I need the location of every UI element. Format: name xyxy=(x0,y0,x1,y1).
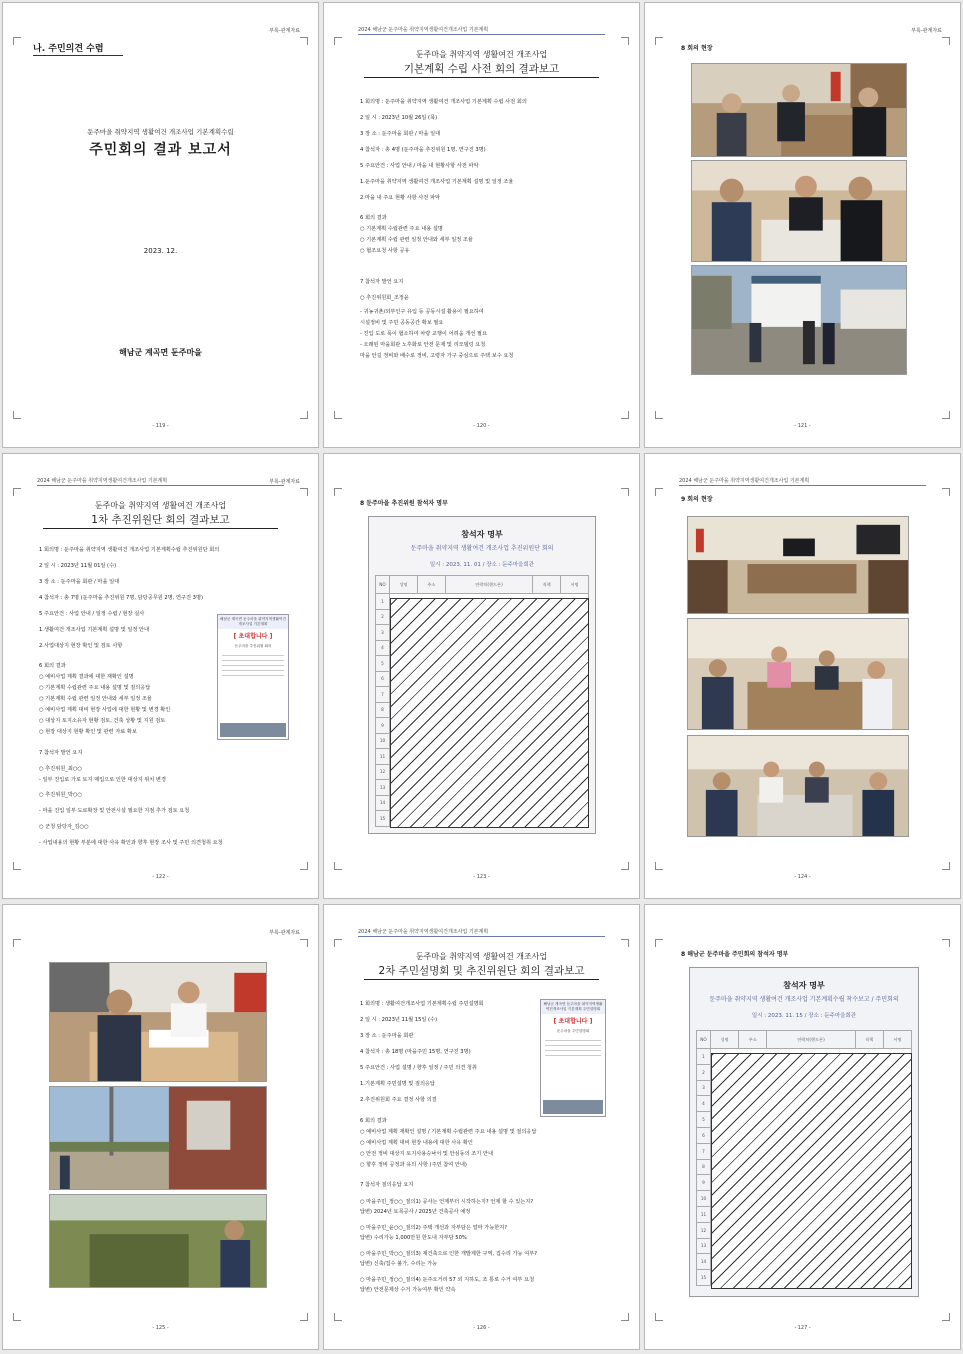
roster-row-number: 6 xyxy=(697,1127,711,1143)
attendee-roster xyxy=(689,967,919,1297)
body-line: 1 회의명 : 둔주마을 취약지역 생활여건 개조사업 기본계획수립 추진위원단 회의 xyxy=(39,547,220,553)
redacted-area xyxy=(390,598,589,828)
roster-header-cell: NO xyxy=(376,576,390,594)
report-page-119 xyxy=(2,2,319,448)
roster-header-cell: 연락처(핸드폰) xyxy=(445,576,533,594)
report-page-124 xyxy=(644,453,961,899)
body-line: ○ 군청 담당자_김○○ xyxy=(39,824,89,830)
roster-section-label: 8 해남군 둔주마을 주민회의 참석자 명부 xyxy=(681,951,789,958)
body-line: 1.둔주마을 취약지역 생활여건 개조사업 기본계획 설명 및 일정 조율 xyxy=(360,179,514,185)
body-line: 2 일 시 : 2023년 10월 26일 (목) xyxy=(360,115,438,121)
body-line: 2 일 시 : 2023년 11월 15일 (수) xyxy=(360,1017,438,1023)
body-line: ○ 마을주민_박○○_질의3) 재건축으로 인한 개발제한 구역, 집수리 가능 여부? xyxy=(360,1251,537,1257)
meeting-title-line1: 둔주마을 취약지역 생활여건 개조사업 xyxy=(94,501,227,510)
body-line: 시설정비 및 주민 공동공간 확보 필요 xyxy=(360,320,444,326)
roster-row-number: 10 xyxy=(376,733,390,749)
roster-row-number: 1 xyxy=(376,594,390,610)
body-line: 2.마을 내 주요 현황 사항 사전 파악 xyxy=(360,195,440,201)
roster-row-number: 15 xyxy=(697,1270,711,1286)
roster-row-number: 2 xyxy=(697,1064,711,1080)
roster-row-number: 1 xyxy=(697,1049,711,1065)
report-page-122 xyxy=(2,453,319,899)
body-line: 2 일 시 : 2023년 11월 01일 (수) xyxy=(39,563,117,569)
body-line: ○ 마을주민_정○○_질의1) 공사는 언제부터 시작하는지? 언제 할 수 있는지? xyxy=(360,1199,534,1205)
roster-row-number: 14 xyxy=(697,1254,711,1270)
page-number: - 121 - xyxy=(794,423,811,429)
page-header: 2024 해남군 둔주마을 취약지역생활여건개조사업 기본계획 xyxy=(37,478,168,484)
page-header: 부록-관계자료 xyxy=(269,28,300,34)
report-page-123 xyxy=(323,453,640,899)
page-header: 2024 해남군 둔주마을 취약지역생활여건개조사업 기본계획 xyxy=(358,929,489,935)
page-number: - 122 - xyxy=(152,874,169,880)
body-line: 답변) 2024년 토목공사 / 2025년 건축공사 예정 xyxy=(360,1209,471,1215)
body-line: 1 회의명 : 둔주마을 취약지역 생활여건 개조사업 기본계획 수립 사전 회의 xyxy=(360,99,527,105)
body-line: 2.추진위원회 주요 결정 사항 의결 xyxy=(360,1097,437,1103)
body-line: - 귀농귀촌/외부인구 유입 등 공동시설 활용이 필요하여 xyxy=(360,309,484,315)
roster-row-number: 5 xyxy=(697,1112,711,1128)
roster-row-number: 9 xyxy=(697,1175,711,1191)
body-line: ○ 마을주민_정○○_질의4) 둔주오거리 57 외 지하도, 조 통로 수거 여부 요청 xyxy=(360,1277,535,1283)
body-line: ○ 기본계획 수립 관련 일정 안내와 세부 일정 조율 xyxy=(39,696,152,702)
body-line: 6 회의 결과 xyxy=(360,215,387,221)
roster-title: 참석자 명부 xyxy=(783,981,825,990)
page-number: - 127 - xyxy=(794,1325,811,1331)
body-line: 2.사업대상지 현장 확인 및 검토 사항 xyxy=(39,643,123,649)
page-number: - 123 - xyxy=(473,874,490,880)
body-line: ○ 향후 정비 공정과 유의 사항 (주민 참여 안내) xyxy=(360,1162,467,1168)
invitation-flyer xyxy=(217,614,289,740)
attendee-roster xyxy=(368,516,596,834)
body-line: ○ 안전 정비 대상지 토지사용승낙서 및 안심동의 조기 안내 xyxy=(360,1151,493,1157)
roster-row-number: 7 xyxy=(697,1143,711,1159)
roster-row-number: 2 xyxy=(376,609,390,625)
roster-header-cell: 성명 xyxy=(711,1031,739,1049)
roster-header-cell: 주소 xyxy=(417,576,445,594)
body-line: 1 회의명 : 생활여건개조사업 기본계획수립 주민설명회 xyxy=(360,1001,484,1007)
body-line: 5 주요안건 : 사업 설명 / 향후 일정 / 주민 의견 청취 xyxy=(360,1065,477,1071)
section-title: 나. 주민의견 수렴 xyxy=(33,44,104,54)
body-line: 7 참석자 발언 요지 xyxy=(360,279,404,285)
flyer-invite: [ 초대합니다 ] xyxy=(233,633,273,640)
roster-row-number: 4 xyxy=(697,1096,711,1112)
body-line: 6 회의 결과 xyxy=(39,663,66,669)
roster-row-number: 11 xyxy=(376,749,390,765)
meeting-photo xyxy=(691,63,907,157)
flyer-invite: [ 초대합니다 ] xyxy=(553,1018,593,1025)
body-line: 3 장 소 : 둔주마을 회관 / 마을 일대 xyxy=(39,579,120,585)
roster-row-number: 3 xyxy=(376,625,390,641)
roster-row-number: 15 xyxy=(376,811,390,827)
flyer-note: 둔주마을 주민설명회 xyxy=(541,1027,605,1036)
photo-section-label: 8 회의 현장 xyxy=(681,45,713,52)
page-header: 2024 해남군 둔주마을 취약지역생활여건개조사업 기본계획 xyxy=(679,478,810,484)
page-header: 부록-관계자료 xyxy=(911,28,942,34)
body-line: - 오래된 마을회관 노후화로 안전 문제 및 리모델링 요청 xyxy=(360,342,486,348)
roster-header-cell: 성명 xyxy=(390,576,418,594)
roster-row-number: 8 xyxy=(697,1159,711,1175)
roster-row-number: 9 xyxy=(376,718,390,734)
page-number: - 125 - xyxy=(152,1325,169,1331)
roster-row-number: 10 xyxy=(697,1191,711,1207)
report-page-120 xyxy=(323,2,640,448)
roster-datetime: 일시 : 2023. 11. 01 / 장소 : 둔주마을회관 xyxy=(429,562,535,568)
roster-datetime: 일시 : 2023. 11. 15 / 장소 : 둔주마을회관 xyxy=(751,1013,857,1019)
roster-subtitle: 둔주마을 취약지역 생활여건 개조사업 기본계획수립 착수보고 / 주민회의 xyxy=(709,996,899,1003)
photo-section-label: 9 회의 현장 xyxy=(681,496,713,503)
body-line: ○ 추진위원_최○○ xyxy=(39,766,82,772)
flyer-image xyxy=(543,1100,603,1114)
roster-header-row xyxy=(697,1031,912,1049)
roster-row-number: 6 xyxy=(376,671,390,687)
body-line: - 진입 도로 폭이 협소하여 차량 교행이 어려움 개선 필요 xyxy=(360,331,487,337)
roster-title: 참석자 명부 xyxy=(461,530,503,539)
roster-row-number: 4 xyxy=(376,640,390,656)
body-line: ○ 예비사업 계획 결과에 대한 재확인 설명 xyxy=(39,674,134,680)
report-page-125 xyxy=(2,904,319,1350)
body-line: 6 회의 결과 xyxy=(360,1118,387,1124)
body-line: ○ 기본계획 수립관련 주요 내용 설명 xyxy=(360,226,443,232)
roster-row-number: 8 xyxy=(376,702,390,718)
body-line: 답변) 안전문제상 수거 가능여부 확인 약속 xyxy=(360,1287,456,1293)
body-line: - 일부 진입로 가로 토지 매입으로 인한 대상지 위치 변경 xyxy=(39,777,166,783)
body-line: 마을 안길 정비와 배수로 정비, 고령자 가구 중심으로 주택 보수 요청 xyxy=(360,353,514,359)
roster-row-number: 7 xyxy=(376,687,390,703)
roster-row-number: 13 xyxy=(697,1238,711,1254)
roster-row-number: 12 xyxy=(697,1222,711,1238)
body-line: 1.생활여건 개조사업 기본계획 설명 및 일정 안내 xyxy=(39,627,150,633)
roster-row-number: 12 xyxy=(376,764,390,780)
roster-header-cell: 주소 xyxy=(739,1031,767,1049)
meeting-photo xyxy=(687,618,909,730)
flyer-image xyxy=(220,723,286,737)
meeting-photo xyxy=(49,962,267,1082)
cover-title: 주민회의 결과 보고서 xyxy=(89,142,232,158)
body-line: ○ 예비사업 계획 대비 현장 내용에 대한 사유 확인 xyxy=(360,1140,473,1146)
body-line: - 사업내용의 현황 부분에 대한 사유 확인과 향후 현장 조사 및 주민 의견청취 요청 xyxy=(39,840,223,846)
body-line: 7 참석자 발언 요지 xyxy=(39,750,83,756)
meeting-room-photo xyxy=(687,516,909,614)
roster-header-cell: 서명 xyxy=(561,576,589,594)
meeting-photo xyxy=(687,735,909,837)
meeting-title-line2: 기본계획 수립 사전 회의 결과보고 xyxy=(403,63,560,75)
body-line: 4 참석자 : 총 18명 (마을주민 15명, 연구진 3명) xyxy=(360,1049,471,1055)
body-line: 1.기본계획 주민설명 및 질의응답 xyxy=(360,1081,436,1087)
report-page-126 xyxy=(323,904,640,1350)
roster-header-row xyxy=(376,576,589,594)
roster-header-cell: NO xyxy=(697,1031,711,1049)
invitation-flyer xyxy=(540,999,606,1117)
roster-section-label: 8 둔주마을 추진위원 참석자 명부 xyxy=(360,500,448,507)
meeting-title-line2: 2차 주민설명회 및 추진위원단 회의 결과보고 xyxy=(378,965,585,977)
page-number: - 119 - xyxy=(152,423,169,429)
body-line: 7 참석자 질의응답 요지 xyxy=(360,1182,414,1188)
roster-row-number: 3 xyxy=(697,1080,711,1096)
body-line: ○ 예비사업 계획 재확인 설명 / 기본계획 수립관련 주요 내용 설명 및 질의응답 xyxy=(360,1129,537,1135)
body-line: ○ 예비사업 계획 대비 현장 사업에 대한 현황 및 변경 확인 xyxy=(39,707,171,713)
roster-subtitle: 둔주마을 취약지역 생활여건 개조사업 추진위원단 회의 xyxy=(410,545,554,552)
roster-row-number: 14 xyxy=(376,795,390,811)
body-line: 5 주요안건 : 사업 안내 / 일정 수립 / 현장 실사 xyxy=(39,611,145,617)
site-survey-photo xyxy=(49,1194,267,1288)
body-line: ○ 추진위원_박○○ xyxy=(39,792,82,798)
cover-date: 2023. 12. xyxy=(143,247,178,255)
roster-header-cell: 직책 xyxy=(533,576,561,594)
body-line: ○ 추진위원회_조정윤 xyxy=(360,295,409,301)
body-line: 4 참석자 : 총 7명 (둔주마을 추진위원 7명, 담당공무원 2명, 연구진 3명) xyxy=(39,595,204,601)
body-line: 답변) 수리가능 1,000만원 한도내 자부담 50% xyxy=(360,1235,467,1241)
site-survey-photo xyxy=(49,1086,267,1190)
body-line: ○ 대상지 토지소유자 현황 검토, 건축 상황 및 지원 검토 xyxy=(39,718,166,724)
redacted-area xyxy=(711,1053,912,1289)
cover-subtitle: 둔주마을 취약지역 생활여건 개조사업 기본계획수립 xyxy=(87,128,234,136)
body-line: ○ 마을주민_윤○○_질의2) 주택 개선과 자부담은 얼마 가능한지? xyxy=(360,1225,507,1231)
flyer-note: 둔주마을 추진위원 회의 xyxy=(218,642,288,651)
report-page-121 xyxy=(644,2,961,448)
body-line: 답변) 신축/집수 불가, 수리는 가능 xyxy=(360,1261,438,1267)
cover-organization: 해남군 계곡면 둔주마을 xyxy=(119,348,202,357)
page-header-right: 부록-관계자료 xyxy=(269,479,300,485)
flyer-title: 해남군 계곡면 둔주마을 취약지역생활여건개조사업 기본계획 xyxy=(218,615,288,629)
roster-header-cell: 연락처(핸드폰) xyxy=(767,1031,855,1049)
body-line: ○ 현장 대상지 현황 확인 및 관련 자료 확보 xyxy=(39,729,137,735)
meeting-title-line2: 1차 추진위원단 회의 결과보고 xyxy=(91,514,230,526)
site-survey-photo xyxy=(691,265,907,375)
roster-header-cell: 직책 xyxy=(855,1031,883,1049)
flyer-title: 해남군 계곡면 둔주마을 취약지역생활여건개조사업 기본계획 주민설명회 xyxy=(541,1000,605,1014)
page-header: 부록-관계자료 xyxy=(269,930,300,936)
body-line: 4 참석자 : 총 4명 (둔주마을 추진위원 1명, 연구진 3명) xyxy=(360,147,486,153)
body-line: 3 장 소 : 둔주마을 회관 / 마을 일대 xyxy=(360,131,441,137)
page-number: - 124 - xyxy=(794,874,811,880)
body-line: 3 장 소 : 둔주마을 회관 xyxy=(360,1033,414,1039)
body-line: ○ 기본계획 수립관련 주요 내용 설명 및 질의응답 xyxy=(39,685,151,691)
meeting-title-line1: 둔주마을 취약지역 생활여건 개조사업 xyxy=(415,50,548,59)
page-header: 2024 해남군 둔주마을 취약지역생활여건개조사업 기본계획 xyxy=(358,27,489,33)
page-number: - 126 - xyxy=(473,1325,490,1331)
meeting-photo xyxy=(691,160,907,262)
body-line: - 마을 진입 일부 도로확장 및 안전시설 필요한 지점 추가 검토 요청 xyxy=(39,808,190,814)
roster-row-number: 13 xyxy=(376,780,390,796)
roster-row-number: 11 xyxy=(697,1206,711,1222)
roster-header-cell: 서명 xyxy=(883,1031,911,1049)
body-line: ○ 협조요청 사항 공유 xyxy=(360,248,410,254)
meeting-title-line1: 둔주마을 취약지역 생활여건 개조사업 xyxy=(415,952,548,961)
body-line: 5 주요안건 : 사업 안내 / 마을 내 현황사항 사전 파악 xyxy=(360,163,479,169)
roster-row-number: 5 xyxy=(376,656,390,672)
report-page-127 xyxy=(644,904,961,1350)
page-number: - 120 - xyxy=(473,423,490,429)
body-line: ○ 기본계획 수립 관련 일정 안내와 세부 일정 조율 xyxy=(360,237,473,243)
